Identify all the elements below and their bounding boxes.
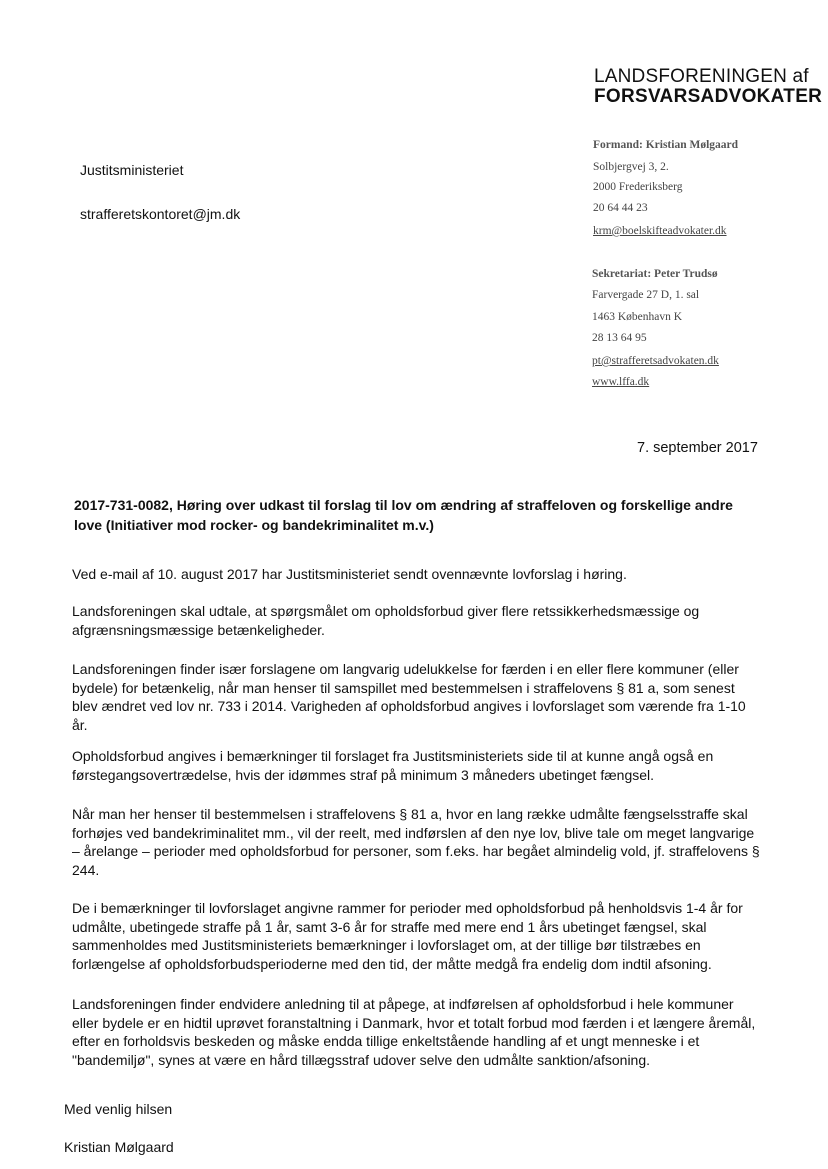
body-paragraph-2: Landsforeningen skal udtale, at spørgsmålet om opholdsforbud giver flere retssikkerhedsmæssige og afgrænsningsmæssige betænkeligheder. [72,603,700,638]
body-paragraph-1: Ved e-mail af 10. august 2017 har Justitsministeriet sendt ovennævnte lovforslag i høring. [72,566,627,582]
recipient-name: Justitsministeriet [80,162,184,178]
body-paragraph-5: Når man her henser til bestemmelsen i straffelovens § 81 a, hvor en lang række udmålte fængselsstraffe skal forhøjes ved bandekriminalitet mm., vil der reelt, med indførslen af den nye lov, blive tale om meget langvarige – årelange – perioder med opholdsforbud for personer, som f.eks. har begået almindelig vold, jf. straffelovens § 244. [72,806,760,878]
recipient-email: strafferetskontoret@jm.dk [80,206,241,222]
body-paragraph-4: Opholdsforbud angives i bemærkninger til forslaget fra Justitsministeriets side til at kunne angå også en førstegangsovertrædelse, hvis der idømmes straf på minimum 3 måneders ubetinget fængsel. [72,748,714,783]
body-paragraph-7: Landsforeningen finder endvidere anledning til at påpege, at indførelsen af opholdsforbud i hele kommuner eller bydele er en hidtil uprøvet foranstaltning i Danmark, hvor et totalt forbud mod færden i et længere åremål, efter en forholdsvis beskeden og måske endda tillige enkeltstående handling af et ungt menneske i et "bandemiljø", synes at være en hård tillægsstraf udover selve den udmålte sanktion/afsoning. [72,996,756,1068]
closing-greeting: Med venlig hilsen [64,1101,173,1117]
org-name-line1: LANDSFORENINGEN af [594,66,809,87]
letter-date: 7. september 2017 [637,440,758,456]
chairman-phone: 20 64 44 23 [593,202,648,214]
secretariat-title: Sekretariat: Peter Trudsø [592,268,718,280]
secretariat-street: Farvergade 27 D, 1. sal [592,289,700,301]
body-paragraph-6: De i bemærkninger til lovforslaget angivne rammer for perioder med opholdsforbud på henholdsvis 1-4 år for udmålte, ubetingede straffe på 1 år, samt 3-6 år for straffe med mere end 1 års ubetinget fængsel, skal sammenholdes med Justitsministeriets bemærkninger i lovforslaget om, at der tillige bør tilstræbes en forlængelse af opholdsforbudsperioderne med den tid, der måtte medgå fra endelig dom indtil afsoning. [72,900,743,972]
chairman-street: Solbjergvej 3, 2. [593,161,669,173]
secretariat-email-link[interactable]: pt@strafferetsadvokaten.dk [592,355,719,367]
secretariat-city: 1463 København K [592,311,683,323]
chairman-title: Formand: Kristian Mølgaard [593,139,739,151]
body-paragraph-3: Landsforeningen finder især forslagene om langvarig udelukkelse for færden i en eller flere kommuner (eller bydele) for betænkelig, når man henser til samspillet med bestemmelsen i straffelovens § 81 a, som senest blev ændret ved lov nr. 733 i 2014. Varigheden af opholdsforbud angives i lovforslaget som værende fra 1-10 år. [72,661,746,733]
secretariat-phone: 28 13 64 95 [592,332,647,344]
org-name-line2: FORSVARSADVOKATER [594,86,823,107]
subject-line: 2017-731-0082, Høring over udkast til forslag til lov om ændring af straffeloven og forskellige andre love (Initiativer mod rocker- og bandekriminalitet m.v.) [74,497,733,533]
chairman-city: 2000 Frederiksberg [593,181,683,193]
website-link[interactable]: www.lffa.dk [592,376,650,388]
chairman-email-link[interactable]: krm@boelskifteadvokater.dk [593,225,727,237]
signatory-name: Kristian Mølgaard [64,1139,174,1155]
